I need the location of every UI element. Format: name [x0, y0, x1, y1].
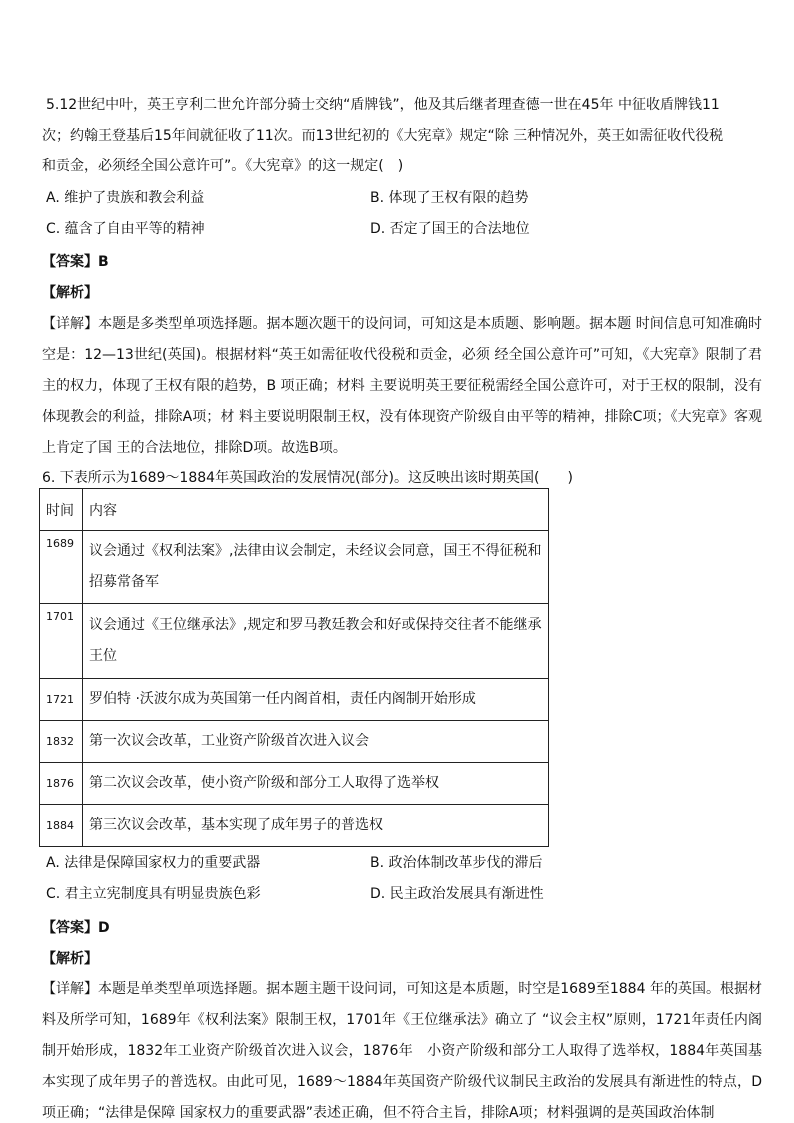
- q5-stem-line-2: 次；约翰王登基后15年间就征收了11次。而13世纪初的《大宪章》规定“除 三种情况外，英王如需征收代役税: [42, 128, 724, 144]
- table-header-content: 内容: [83, 489, 549, 531]
- q6-detail: 【详解】本题是单类型单项选择题。据本题主题干设问词，可知这是本质题，时空是1689至1884 年的英国。根据材料及所学可知，1689年《权利法案》限制王权，1701年《王位继承法》确立了 “议会主权”原则，1721年责任内阁制开始形成，1832年工业资产阶级首次进入议会，1876年 小资产阶级和部分工人取得了选举权，1884年英国基本实现了成年男子的普选权。由此可见，1689～1884年英国资产阶级代议制民主政治的发展具有渐进性的特点，D项正确；“法律是保障 国家权力的重要武器”表述正确，但不符合主旨，排除A项；材料强调的是英国政治体制: [42, 981, 762, 1121]
- table-row: [40, 604, 549, 679]
- q5-analysis-label: 【解析】: [42, 285, 98, 301]
- table-cell-content: 议会通过《权利法案》,法律由议会制定，未经议会同意，国王不得征税和招募常备军: [83, 531, 549, 604]
- table-cell-content: 议会通过《王位继承法》,规定和罗马教廷教会和好或保持交往者不能继承王位: [83, 604, 549, 679]
- q5-option-d: D. 否定了国王的合法地位: [370, 221, 530, 237]
- table-header-time: 时间: [40, 489, 83, 531]
- table-row: [40, 721, 549, 763]
- q6-option-b: B. 政治体制改革步伐的滞后: [370, 855, 543, 871]
- table-cell-time: 1721: [40, 679, 83, 721]
- table-row: [40, 531, 549, 604]
- table-header-row: [40, 489, 549, 531]
- q6-stem: 6. 下表所示为1689～1884年英国政治的发展情况(部分)。这反映出该时期英国( ): [42, 470, 573, 486]
- q5-stem-line-3: 和贡金，必须经全国公意许可”。《大宪章》的这一规定( ): [42, 158, 404, 174]
- q6-option-d: D. 民主政治发展具有渐进性: [370, 886, 544, 902]
- table-cell-content: 罗伯特 ·沃波尔成为英国第一任内阁首相，责任内阁制开始形成: [83, 679, 549, 721]
- table-cell-time: 1884: [40, 805, 83, 847]
- table-cell-time: 1832: [40, 721, 83, 763]
- table-cell-content: 第一次议会改革，工业资产阶级首次进入议会: [83, 721, 549, 763]
- q5-answer: 【答案】B: [42, 254, 109, 270]
- table-cell-time: 1876: [40, 763, 83, 805]
- table-row: [40, 763, 549, 805]
- q6-table: [39, 488, 549, 847]
- table-cell-time: 1701: [40, 604, 83, 679]
- q5-option-a: A. 维护了贵族和教会利益: [46, 190, 205, 206]
- q6-option-c: C. 君主立宪制度具有明显贵族色彩: [46, 886, 261, 902]
- q6-option-a: A. 法律是保障国家权力的重要武器: [46, 855, 261, 871]
- q5-detail: 【详解】本题是多类型单项选择题。据本题次题干的设问词，可知这是本质题、影响题。据本题 时间信息可知准确时空是：12—13世纪(英国)。根据材料“英王如需征收代役税和贡金，必须 经全国公意许可”可知，《大宪章》限制了君主的权力，体现了王权有限的趋势，B 项正确；材料 主要说明英王要征税需经全国公意许可，对于王权的限制，没有体现教会的利益，排除A项；材 料主要说明限制王权，没有体现资产阶级自由平等的精神，排除C项；《大宪章》客观上肯定了国 王的合法地位，排除D项。故选B项。: [42, 316, 762, 456]
- table-row: [40, 679, 549, 721]
- q6-analysis-label: 【解析】: [42, 951, 98, 967]
- q5-option-b: B. 体现了王权有限的趋势: [370, 190, 529, 206]
- q6-answer: 【答案】D: [42, 920, 110, 936]
- table-cell-content: 第二次议会改革，使小资产阶级和部分工人取得了选举权: [83, 763, 549, 805]
- table-cell-content: 第三次议会改革，基本实现了成年男子的普选权: [83, 805, 549, 847]
- table-cell-time: 1689: [40, 531, 83, 604]
- table-row: [40, 805, 549, 847]
- q5-stem-line-1: 5.12世纪中叶，英王亨利二世允许部分骑士交纳“盾牌钱”，他及其后继者理查德一世在45年 中征收盾牌钱11: [46, 97, 720, 113]
- q5-option-c: C. 蕴含了自由平等的精神: [46, 221, 205, 237]
